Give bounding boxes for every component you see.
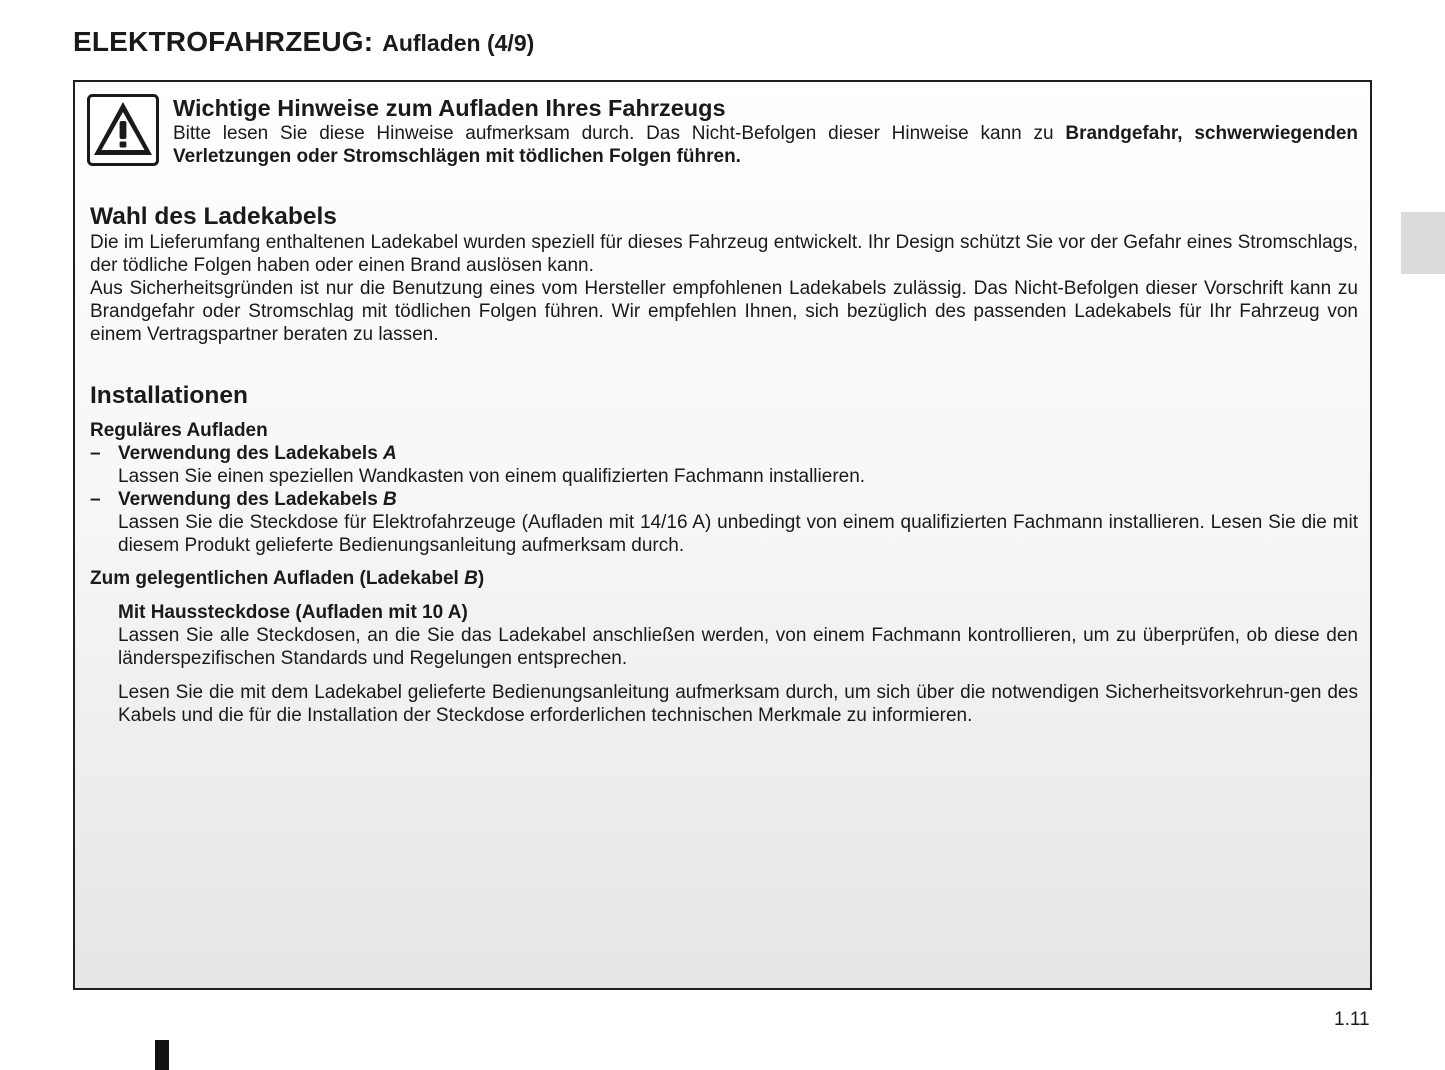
occasional-title-before: Zum gelegentlichen Aufladen (Ladekabel bbox=[90, 568, 465, 589]
page-title-main: ELEKTROFAHRZEUG: bbox=[73, 26, 374, 57]
list-item bbox=[90, 488, 1358, 557]
warning-text-bold: Brandgefahr, schwerwiegenden Verletzungen oder Stromschlägen mit tödlichen Folgen führen. bbox=[173, 123, 1358, 167]
warning-triangle-icon bbox=[87, 94, 159, 166]
list-item-title bbox=[118, 442, 1358, 465]
cable-paragraph-2: Aus Sicherheitsgründen ist nur die Benutzung eines vom Hersteller empfohlenen Ladekabels zulässig. Das Nicht-Befolgen dieser Vorschrift kann zu Brandgefahr oder Stromschlag mit tödlichen Folgen führen. Wir empfehlen Ihnen, sich bezüglich des passenden Ladekabels für Ihr Fahrzeug von einem Vertragspartner beraten zu lassen. bbox=[90, 278, 1358, 345]
cable-section-title: Wahl des Ladekabels bbox=[90, 203, 337, 230]
list-item-text: Lassen Sie einen speziellen Wandkasten von einem qualifizierten Fachmann installieren. bbox=[118, 466, 866, 487]
list-item-text: Lassen Sie die Steckdose für Elektrofahrzeuge (Aufladen mit 14/16 A) unbedingt von einem qualifizierten Fachmann installieren. Lesen Sie die mit diesem Produkt gelieferte Bedienungsanleitung aufmerksam durch. bbox=[118, 512, 1358, 556]
crop-mark bbox=[155, 1040, 169, 1070]
occasional-charging-title bbox=[90, 567, 1358, 590]
page-number: 1.11 bbox=[1334, 1009, 1370, 1030]
warning-text bbox=[173, 122, 1358, 168]
list-item-label: Verwendung des Ladekabels bbox=[118, 443, 384, 464]
list-dash: – bbox=[90, 443, 101, 464]
warning-text-normal: Bitte lesen Sie diese Hinweise aufmerksam durch. Das Nicht-Befolgen dieser Hinweise kann zu bbox=[173, 123, 1066, 144]
warning-title: Wichtige Hinweise zum Aufladen Ihres Fahrzeugs bbox=[173, 95, 726, 121]
cable-letter: B bbox=[383, 489, 397, 510]
cable-letter: A bbox=[383, 443, 397, 464]
content-box bbox=[73, 80, 1372, 990]
occasional-title-after: ) bbox=[477, 568, 485, 589]
cable-letter: B bbox=[464, 568, 478, 589]
list-dash: – bbox=[90, 489, 101, 510]
page-title bbox=[73, 22, 534, 59]
manual-text: Lesen Sie die mit dem Ladekabel gelieferte Bedienungsanleitung aufmerksam durch, um sich über die notwendigen Sicherheitsvorkehrun-gen des Kabels und die für die Installation der Steckdose erforderlichen technischen Merkmale zu informieren. bbox=[118, 682, 1358, 726]
installations-title: Installationen bbox=[90, 382, 248, 409]
household-socket-text: Lassen Sie alle Steckdosen, an die Sie das Ladekabel anschließen werden, von einem Fachmann kontrollieren, um zu überprüfen, ob diese den länderspezifischen Standards und Regelungen entsprechen. bbox=[118, 625, 1358, 669]
page-title-sub: Aufladen (4/9) bbox=[382, 30, 535, 56]
household-socket-title: Mit Haussteckdose (Aufladen mit 10 A) bbox=[118, 602, 468, 623]
cable-section bbox=[90, 203, 1358, 346]
installations-section bbox=[90, 382, 1358, 727]
chapter-tab bbox=[1401, 212, 1445, 274]
warning-block bbox=[173, 94, 1358, 168]
list-item-label: Verwendung des Ladekabels bbox=[118, 489, 384, 510]
household-socket-block bbox=[90, 601, 1358, 727]
list-item bbox=[90, 442, 1358, 488]
cable-paragraph-1: Die im Lieferumfang enthaltenen Ladekabel wurden speziell für dieses Fahrzeug entwickelt. Ihr Design schützt Sie vor der Gefahr eines Stromschlags, der tödliche Folgen haben oder einen Brand auslösen kann. bbox=[90, 232, 1358, 276]
list-item-title bbox=[118, 488, 1358, 511]
regular-charging-title: Reguläres Aufladen bbox=[90, 420, 268, 441]
